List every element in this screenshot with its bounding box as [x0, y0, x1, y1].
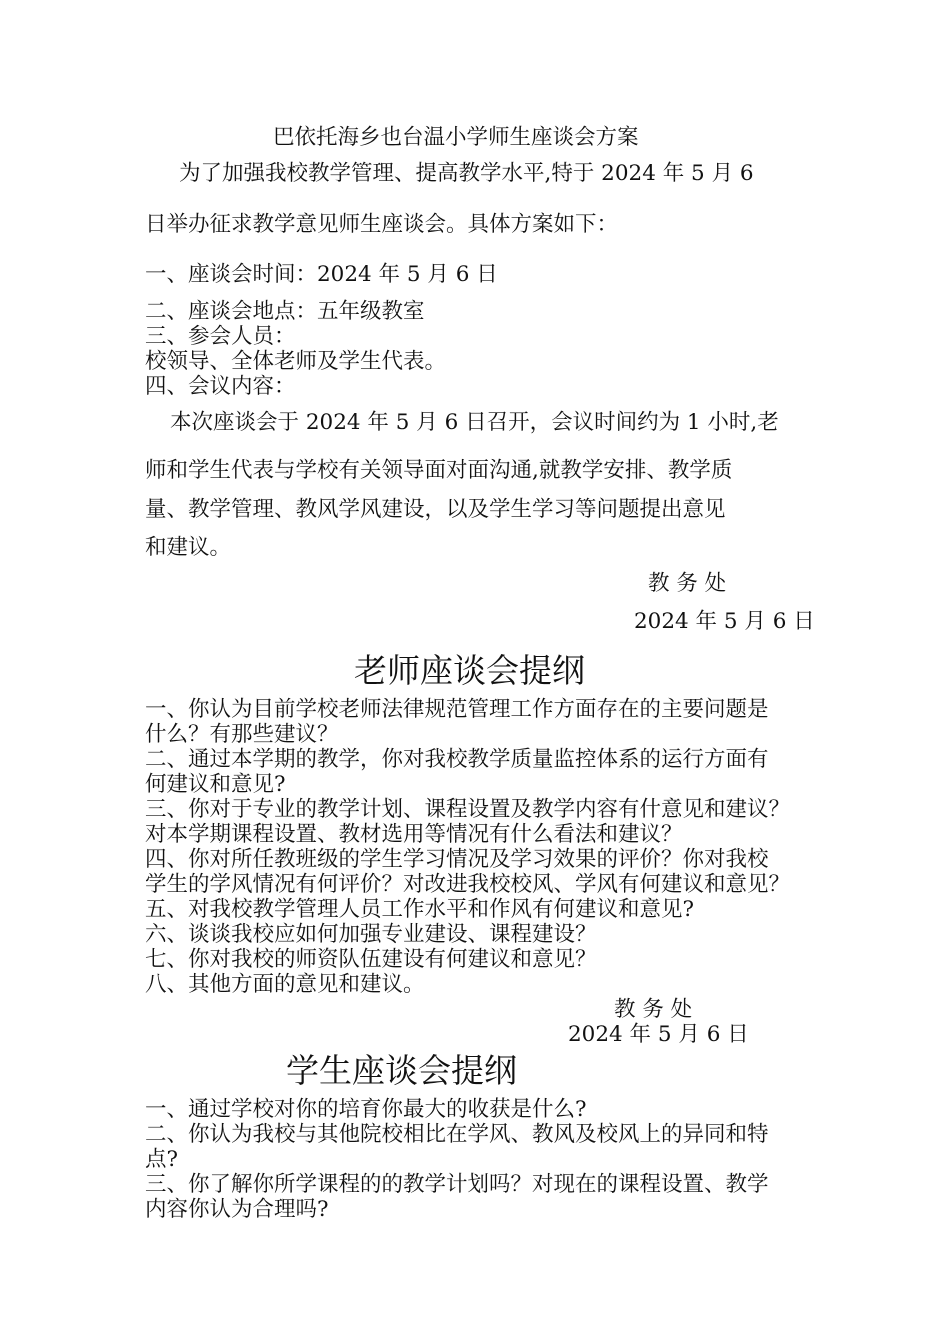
teacher-outline-line: 三、你对于专业的教学计划、课程设置及教学内容有什意见和建议？	[145, 797, 791, 822]
teacher-outline-line: 五、对我校教学管理人员工作水平和作风有何建议和意见?	[145, 897, 695, 922]
plan-item-content-label: 四、会议内容：	[145, 374, 296, 399]
student-outline-line: 一、通过学校对你的培育你最大的收获是什么?	[145, 1097, 587, 1122]
teacher-outline-title: 老师座谈会提纲	[354, 651, 585, 690]
teacher-outline-line: 什么？有那些建议？	[145, 722, 339, 747]
plan-intro-line-1: 为了加强我校教学管理、提高教学水平,特于 2024 年 5 月 6	[179, 161, 754, 186]
plan-intro-line-2: 日举办征求教学意见师生座谈会。具体方案如下：	[145, 212, 619, 237]
teacher-outline-line: 学生的学风情况有何评价？对改进我校校风、学风有何建议和意见？	[145, 872, 791, 897]
student-outline-line: 点?	[145, 1147, 179, 1172]
student-outline-line: 二、你认为我校与其他院校相比在学风、教风及校风上的异同和特	[145, 1122, 769, 1147]
student-outline-line: 三、你了解你所学课程的的教学计划吗？对现在的课程设置、教学	[145, 1172, 769, 1197]
teacher-outline-signature: 教 务 处	[614, 997, 693, 1022]
plan-item-attendees: 校领导、全体老师及学生代表。	[145, 349, 447, 374]
plan-content-line-1: 本次座谈会于 2024 年 5 月 6 日召开，会议时间约为 1 小时,老	[170, 410, 779, 435]
student-outline-line: 内容你认为合理吗?	[145, 1197, 329, 1222]
plan-item-location: 二、座谈会地点：五年级教室	[145, 299, 425, 324]
teacher-outline-line: 何建议和意见?	[145, 772, 286, 797]
plan-date: 2024 年 5 月 6 日	[634, 609, 815, 634]
teacher-outline-line: 一、你认为目前学校老师法律规范管理工作方面存在的主要问题是	[145, 697, 769, 722]
plan-content-line-2: 师和学生代表与学校有关领导面对面沟通,就教学安排、教学质	[145, 458, 733, 483]
student-outline-title: 学生座谈会提纲	[286, 1051, 517, 1090]
plan-item-attendees-label: 三、参会人员：	[145, 324, 296, 349]
plan-content-line-3: 量、教学管理、教风学风建设，以及学生学习等问题提出意见	[145, 497, 726, 522]
plan-content-line-4: 和建议。	[145, 535, 232, 560]
plan-title: 巴依托海乡也台温小学师生座谈会方案	[273, 125, 639, 150]
plan-signature: 教 务 处	[648, 571, 727, 596]
teacher-outline-date: 2024 年 5 月 6 日	[568, 1022, 749, 1047]
plan-item-time: 一、座谈会时间：2024 年 5 月 6 日	[145, 262, 498, 287]
teacher-outline-line: 八、其他方面的意见和建议。	[145, 972, 425, 997]
teacher-outline-line: 四、你对所任教班级的学生学习情况及学习效果的评价？你对我校	[145, 847, 769, 872]
teacher-outline-line: 七、你对我校的师资队伍建设有何建议和意见？	[145, 947, 597, 972]
teacher-outline-line: 六、谈谈我校应如何加强专业建设、课程建设？	[145, 922, 597, 947]
teacher-outline-line: 对本学期课程设置、教材选用等情况有什么看法和建议？	[145, 822, 683, 847]
teacher-outline-line: 二、通过本学期的教学，你对我校教学质量监控体系的运行方面有	[145, 747, 769, 772]
